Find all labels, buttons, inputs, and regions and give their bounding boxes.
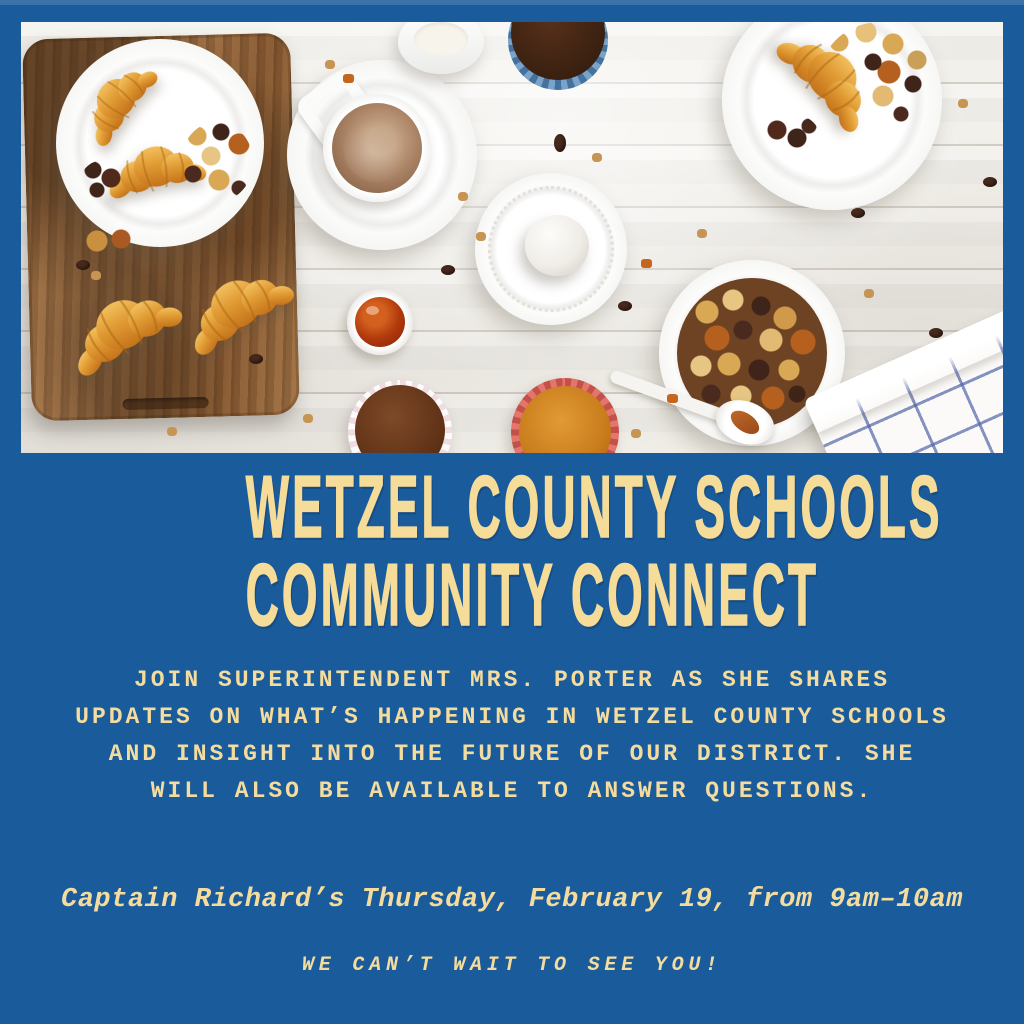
raisin [983,177,997,187]
nut-cluster [83,227,139,257]
crumb [697,229,707,238]
top-edge-strip [0,0,1024,5]
title-line-2: COMMUNITY CONNECT [245,545,820,644]
raisin-cluster [763,114,819,156]
title-line-1: WETZEL COUNTY SCHOOLS [245,457,943,556]
raisin [441,265,455,275]
crumb [91,271,101,280]
crumb [631,429,641,438]
body-line: AND INSIGHT INTO THE FUTURE OF OUR DISTRICT. SHE [108,741,916,767]
crumb [167,427,177,436]
crumb [476,232,486,241]
event-details: Captain Richard’s Thursday, February 19, from 9am–10am [61,885,963,915]
milk [414,22,468,56]
raisin [249,354,263,364]
cutting-board-handle-slot [122,397,208,410]
raisin [554,134,566,152]
raisin [929,328,943,338]
raisin-cluster [81,160,127,200]
breakfast-photo [21,22,1003,453]
crumb [303,414,313,423]
nut-cluster [821,22,941,127]
raisin [76,260,90,270]
crumb [667,394,678,403]
coffee-drink [332,103,422,193]
body-line: WILL ALSO BE AVAILABLE TO ANSWER QUESTIONS. [150,778,874,804]
nut-cluster [181,122,253,202]
body-line: JOIN SUPERINTENDENT MRS. PORTER AS SHE SHARES [133,667,891,693]
honey-cup [347,289,413,355]
raisin [618,301,632,311]
crumb [592,153,602,162]
honey [355,297,405,347]
body-line: UPDATES ON WHAT’S HAPPENING IN WETZEL COUNTY SCHOOLS [75,704,949,730]
page-title [0,457,1024,644]
raisin [851,208,865,218]
crumb [864,289,874,298]
body-paragraph [0,662,1024,810]
crumb [641,259,652,268]
closing-line: WE CAN’T WAIT TO SEE YOU! [301,954,723,977]
crumb [958,99,968,108]
crumb [325,60,335,69]
crumb [343,74,354,83]
crumb [458,192,468,201]
boiled-egg [525,215,589,276]
